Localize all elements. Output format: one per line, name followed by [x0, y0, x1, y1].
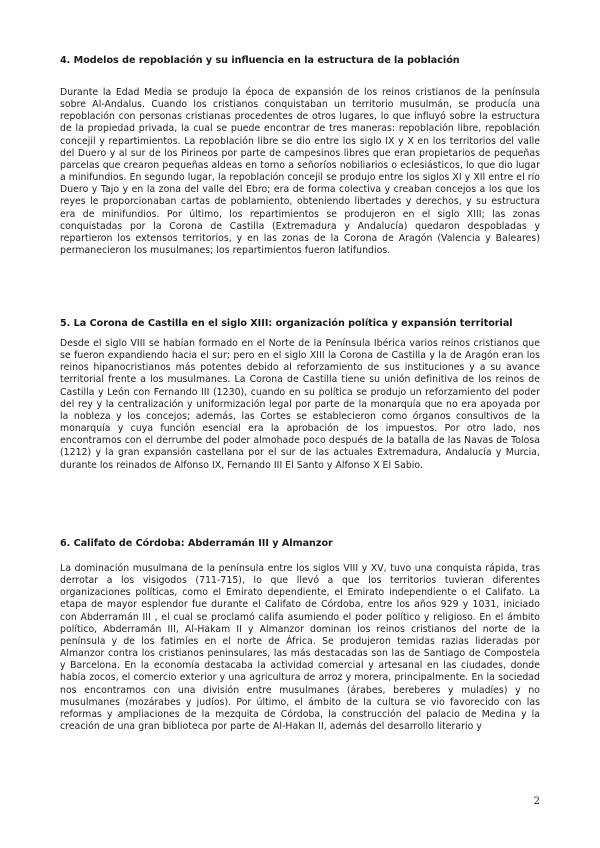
- section-paragraph: Durante la Edad Media se produjo la época de expansión de los reinos cristianos de la península sobre Al-Andalus. Cuando los cristianos conquistaban un territorio musulmán, se producía una repoblación con personas cristianas procedentes de otros lugares, lo que influyó sobre la estructura de la propiedad privada, la cual se puede encontrar de tres maneras: repoblación libre, repoblación concejil y repartimientos. La repoblación libre se dio entre los siglo IX y X en los territorios del valle del Duero y al sur de los Pirineos por parte de campesinos libres que eran propietarios de pequeñas parcelas que crearon pequeñas aldeas en torno a señoríos nobiliarios o eclesiásticos, lo que dio lugar a minifundios. En segundo lugar, la repoblación concejil se produjo entre los siglos XI y XII entre el río Duero y Tajo y en la zona del valle del Ebro; era de forma colectiva y creaban concejos a los que los reyes le proporcionaban cartas de poblamiento, obteniendo libertades y derechos, y su estructura era de minifundios. Por último, los repartimientos se produjeron en el siglo XIII; las zonas conquistadas por la Corona de Castilla (Extremadura y Andalucía) quedaron despobladas y repartieron los extensos territorios, y en las zonas de la Corona de Aragón (Valencia y Baleares) permanecieron los musulmanes; los repartimientos fueron latifundios.: [60, 87, 540, 257]
- section-heading: 6. Califato de Córdoba: Abderramán III y Almanzor: [60, 538, 333, 549]
- section-4-heading-block: [60, 55, 540, 67]
- section-heading: 4. Modelos de repoblación y su influencia en la estructura de la población: [60, 55, 460, 66]
- section-paragraph: Desde el siglo VIII se habían formado en el Norte de la Península Ibérica varios reinos cristianos que se fueron expandiendo hacia el sur; pero en el siglo XIII la Corona de Castilla y la de Aragón eran los reinos hipanocristianos más potentes debido al reforzamiento de sus instituciones y a su avance territorial frente a los musulmanes. La Corona de Castilla tiene su unión definitiva de los reinos de Castilla y León con Fernando III (1230), cuando en su política se produjo un reforzamiento del poder del rey y la centralización y uniformización legal por parte de la monarquía que no era apoyada por la nobleza y los concejos; además, las Cortes se establecieron como órganos consultivos de la monarquía y cuya función esencial era la aprobación de los impuestos. Por otro lado, nos encontramos con el derrumbe del poder almohade poco después de la batalla de las Navas de Tolosa (1212) y la gran expansión castellana por el sur de las actuales Extremadura, Andalucía y Murcia, durante los reinados de Alfonso IX, Fernando III El Santo y Alfonso X El Sabio.: [60, 338, 540, 471]
- section-5-heading-block: [60, 318, 540, 330]
- section-6-heading-block: [60, 538, 540, 550]
- section-heading: 5. La Corona de Castilla en el siglo XIII: organización política y expansión territorial: [60, 318, 513, 329]
- section-5-body-block: [60, 338, 540, 472]
- section-4-body-block: [60, 87, 540, 257]
- section-6-body-block: [60, 563, 540, 733]
- section-paragraph: La dominación musulmana de la península entre los siglos VIII y XV, tuvo una conquista rápida, tras derrotar a los visigodos (711-715), lo que llevó a que los territorios tuvieran diferentes organizaciones políticas, como el Emirato dependiente, el Emirato independiente o el Califato. La etapa de mayor esplendor fue durante el Califato de Córdoba, entre los años 929 y 1031, iniciado con Abderramán III , el cual se proclamó califa asumiendo el poder político y religioso. En el ámbito político, Abderramán III, Al-Hakam II y Almanzor dominan los reinos cristianos del norte de la península y de los fatimíes en el norte de África. Se produjeron temidas razias lideradas por Almanzor contra los cristianos peninsulares, las más destacadas son las de Santiago de Compostela y Barcelona. En la economía destacaba la actividad comercial y artesanal en las ciudades, donde había zocos, el comercio exterior y una agricultura de arroz y morera, principalmente. En la sociedad nos encontramos con una división entre musulmanes (árabes, bereberes y muladíes) y no musulmanes (mozárabes y judíos). Por último, el ámbito de la cultura se vio favorecido con las reformas y ampliaciones de la mezquita de Córdoba, la construcción del palacio de Medina y la creación de una gran biblioteca por parte de Al-Hakan II, además del desarrollo literario y: [60, 563, 540, 733]
- page-number: 2: [533, 796, 540, 807]
